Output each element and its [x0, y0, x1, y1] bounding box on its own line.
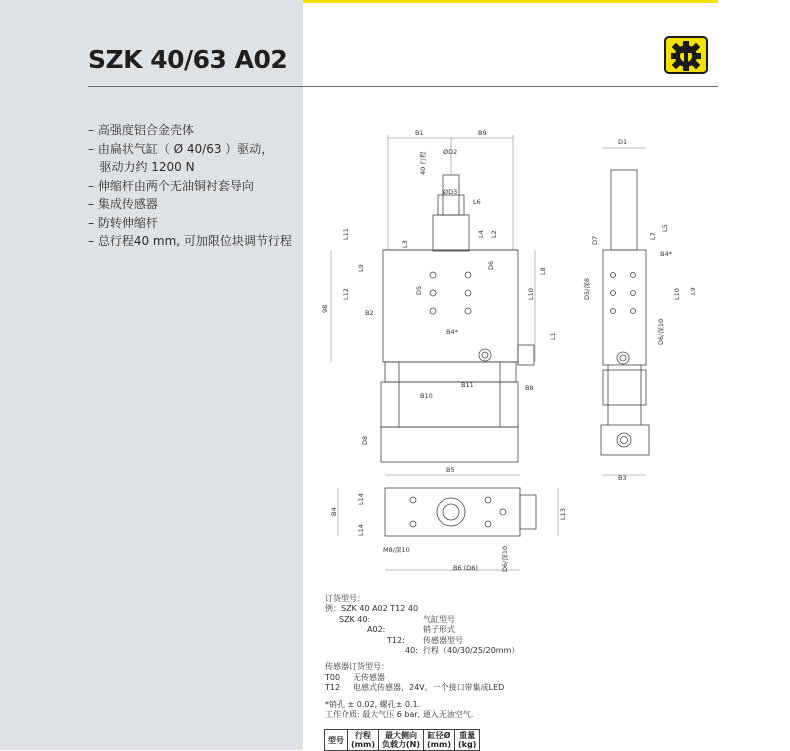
order-desc: 气缸型号: [423, 614, 455, 624]
dim-label: B2: [365, 309, 374, 317]
dim-label: L4: [477, 230, 485, 238]
medium-note: 工作介质: 最大气压 6 bar, 通入无油空气.: [325, 709, 474, 719]
order-desc: 传感器型号: [423, 635, 463, 645]
dim-label: 98: [321, 304, 329, 313]
table-header-cell: 行程 (mm): [348, 730, 379, 751]
dim-label: L13: [559, 508, 567, 520]
dim-label: D7: [591, 235, 599, 245]
dim-label: L1: [549, 332, 557, 340]
dim-label: L6: [473, 198, 481, 206]
sensor-code: T12: [325, 683, 341, 693]
dim-label: B4*: [446, 328, 458, 336]
dim-label: L14: [357, 524, 365, 536]
dim-label: L14: [357, 493, 365, 505]
dim-label: D5: [415, 285, 423, 295]
feature-item: – 伸缩杆由两个无油铜衬套导向: [88, 178, 254, 193]
title-divider: [88, 86, 718, 87]
table-header-cell: 最大侧向 负载力(N): [378, 730, 423, 751]
sensor-code: T00: [325, 672, 341, 682]
sensor-desc: 电感式传感器，24V。一个接口带集成LED: [353, 683, 505, 693]
order-code: SZK 40:: [339, 614, 371, 624]
dim-label: ØD3: [443, 188, 458, 196]
order-desc: 行程（40/30/25/20mm）: [423, 645, 520, 655]
order-code: T12:: [387, 635, 405, 645]
sensor-heading: 传感器订货型号：: [325, 662, 389, 672]
feature-list: [88, 121, 292, 251]
dim-label: B4*: [660, 250, 672, 258]
tolerance-note: *销孔 ± 0.02, 螺孔± 0.1.: [325, 699, 421, 709]
dim-label: B9: [478, 129, 487, 137]
order-heading: 订货型号：: [325, 594, 365, 603]
dim-label: B11: [461, 381, 474, 389]
dim-label: M8/深10: [383, 546, 410, 554]
dim-label: L11: [342, 228, 350, 240]
dim-label: L9: [689, 287, 697, 295]
dim-label: B10: [420, 392, 433, 400]
sensor-desc: 无传感器: [353, 672, 385, 682]
dim-label: L10: [673, 288, 681, 300]
dim-label: L9: [357, 264, 365, 272]
dim-label: B8: [525, 384, 534, 392]
feature-item: – 防转伸缩杆: [88, 215, 158, 230]
order-code: A02:: [367, 625, 386, 635]
feature-item: – 高强度铝合金壳体: [88, 123, 194, 137]
feature-item: – 集成传感器: [88, 197, 158, 211]
dim-label: L8: [539, 267, 547, 275]
feature-item: 驱动力约 1200 N: [88, 160, 195, 174]
dim-label: L3: [401, 240, 409, 248]
table-header-cell: 型号: [325, 730, 348, 751]
dim-label: L2: [490, 230, 498, 238]
page-title: SZK 40/63 A02: [88, 45, 288, 74]
dim-label: L5: [661, 224, 669, 232]
dim-label: B3: [618, 474, 627, 482]
dim-label: B1: [415, 129, 424, 137]
technical-drawing: [303, 100, 723, 590]
dim-label: L7: [649, 232, 657, 240]
dim-label: D8: [361, 435, 369, 445]
dim-label: ØD2: [443, 148, 458, 156]
feature-item: – 总行程40 mm, 可加限位块调节行程: [88, 234, 292, 248]
yellow-accent-bar: [303, 0, 718, 3]
gear-logo-icon: [664, 36, 708, 74]
feature-item: – 由扁状气缸（ Ø 40/63 ）驱动，: [88, 141, 274, 156]
dim-label: B5: [446, 466, 455, 474]
dim-label: D5/深8: [583, 278, 591, 300]
dim-label: B4: [330, 507, 338, 516]
spec-table: [324, 729, 480, 751]
dim-label: B6 (D6): [453, 564, 478, 572]
dim-label: D6/深10: [501, 545, 509, 572]
left-sidebar-panel: [0, 0, 303, 750]
order-example: 例：SZK 40 A02 T12 40: [325, 604, 419, 614]
table-header-row: [325, 730, 480, 751]
table-header-cell: 重量 (kg): [454, 730, 479, 751]
dim-label: D6: [487, 260, 495, 270]
dim-label: L10: [527, 288, 535, 300]
dim-label: D1: [618, 138, 628, 146]
order-code: 40:: [405, 645, 418, 655]
dim-label: D6/深10: [657, 318, 665, 345]
table-header-cell: 缸径Ø (mm): [424, 730, 455, 751]
dim-label: L12: [342, 288, 350, 300]
dim-label: 40 行程: [419, 151, 427, 175]
order-desc: 销子形式: [423, 625, 455, 635]
